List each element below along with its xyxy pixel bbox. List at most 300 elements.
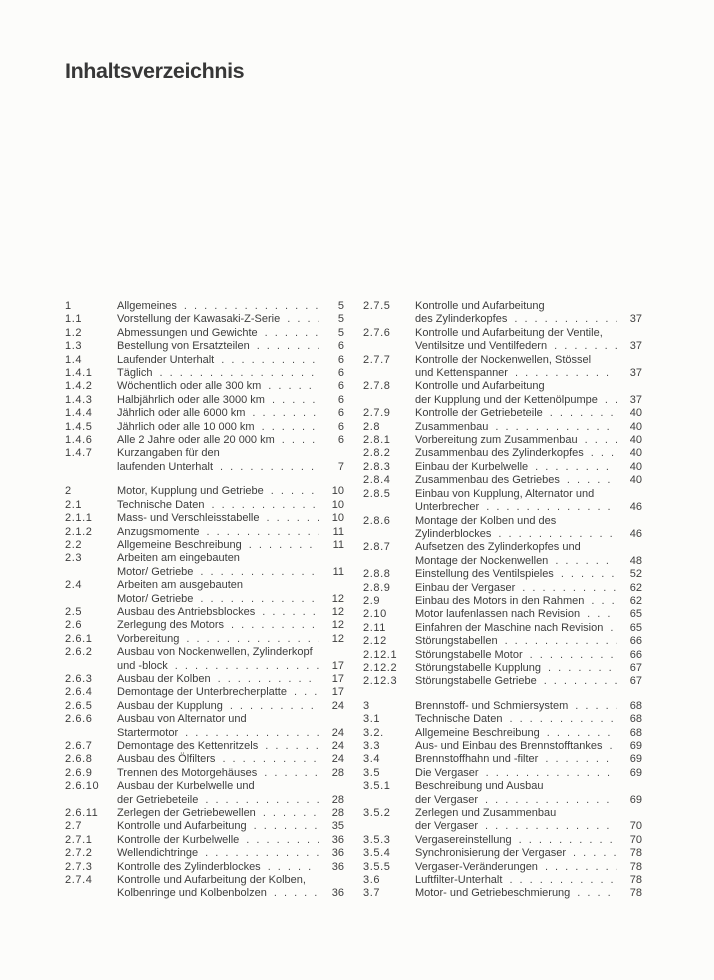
toc-entry-line [415,767,642,780]
toc-entry-title: Zerlegung des Motors [117,619,224,632]
toc-entry-title: Zerlegen und Zusammenbau [415,807,557,820]
toc-entry-page: 12 [331,619,344,632]
toc-entry-title: Luftfilter-Unterhalt [415,874,503,887]
toc-column-right [363,300,642,901]
toc-entry-line [415,675,642,688]
dot-leader [255,606,319,619]
toc-entry [65,646,344,673]
toc-entry-title-continued: der Getriebeteile [117,793,199,806]
toc-entry-page: 11 [332,525,344,538]
toc-entry-title: Beschreibung und Ausbau [415,780,544,793]
toc-entry-body [415,622,642,635]
dot-leader [598,394,617,407]
toc-entry [65,313,344,326]
toc-entry-number: 1.4 [65,353,83,366]
dot-leader [568,700,617,713]
toc-entry-title: Vergasereinstellung [415,833,512,846]
dot-leader [566,847,617,860]
toc-entry-title: Einfahren der Maschine nach Revision [415,621,604,634]
toc-entry-number: 1.4.2 [65,380,93,393]
toc-entry [65,847,344,860]
toc-entry-body [117,820,344,833]
toc-entry-body [117,767,344,780]
toc-entry-body [415,380,642,407]
toc-entry-body [415,327,642,354]
dot-leader [223,700,319,713]
toc-entry-title-continued: und -block [117,659,168,672]
toc-entry-body [117,327,344,340]
toc-entry-line [415,834,642,847]
toc-entry-body [117,780,344,807]
toc-entry-page: 6 [337,407,344,420]
dot-leader [193,593,319,606]
toc-entry-page: 70 [629,833,642,846]
toc-entry-line [415,794,642,807]
toc-entry-page: 6 [337,420,344,433]
toc-entry [65,820,344,833]
dot-leader [478,820,617,833]
toc-entry-body [117,834,344,847]
toc-entry [363,807,642,834]
toc-entry-number: 1.4.1 [65,367,93,380]
toc-entry-page: 28 [331,793,344,806]
toc-entry [363,515,642,542]
toc-entry [65,407,344,420]
toc-entry [363,753,642,766]
toc-entry-number: 2.8.1 [363,434,391,447]
toc-entry-title: Zusammenbau des Getriebes [415,474,560,487]
toc-entry-body [415,515,642,542]
toc-entry-title: Zusammenbau [415,420,489,433]
toc-entry [363,887,642,900]
toc-entry-page: 12 [331,605,344,618]
toc-entry-title: Die Vergaser [415,766,479,779]
dot-leader [502,713,617,726]
toc-entry-body [117,579,344,606]
toc-entry-line [415,434,642,447]
toc-entry-number: 2.6.2 [65,646,93,659]
dot-leader [214,354,319,367]
toc-entry-title: Täglich [117,367,153,380]
toc-entry-line [117,327,344,340]
toc-entry-number: 2.12 [363,635,387,648]
toc-entry-line [117,354,344,367]
toc-entry-body [415,847,642,860]
toc-entry-page: 37 [629,367,642,380]
toc-entry-number: 2.8.4 [363,474,391,487]
toc-entry-body [415,354,642,381]
dot-leader [508,367,617,380]
toc-entry-body [415,700,642,713]
toc-entry-line [415,595,642,608]
toc-entry [363,727,642,740]
toc-entry-line [117,834,344,847]
toc-entry [65,512,344,525]
toc-entry-title: Allgemeine Beschreibung [415,726,540,739]
dot-leader [578,434,617,447]
toc-entry [65,874,344,901]
toc-entry [65,606,344,619]
toc-entry-page: 40 [629,407,642,420]
toc-entry-page: 6 [337,380,344,393]
dot-leader [479,501,617,514]
toc-entry-title: Ausbau des Ölfilters [117,753,216,766]
toc-entry-title-continued: laufenden Unterhalt [117,460,214,473]
toc-entry-line [117,633,344,646]
toc-entry [363,488,642,515]
dot-leader [538,861,617,874]
toc-entry-line [117,526,344,539]
toc-entry-title: Einbau der Kurbelwelle [415,460,529,473]
toc-entry-title: Vergaser-Veränderungen [415,860,538,873]
toc-entry-line [117,421,344,434]
toc-entry-line [415,447,642,460]
toc-entry-line [117,686,344,699]
toc-entry-title: Ausbau von Nockenwellen, Zylinderkopf [117,646,313,659]
toc-entry-line [415,753,642,766]
toc-entry-body [117,646,344,673]
toc-entry-number: 1 [65,300,72,312]
toc-entry-page: 36 [331,833,344,846]
toc-entry-line [415,501,642,514]
toc-entry-title-continued: Motor/ Getriebe [117,565,194,578]
toc-entry-line [117,847,344,860]
toc-entry-number: 3.5 [363,766,381,779]
dot-leader [265,394,319,407]
toc-entry [363,874,642,887]
toc-entry-title-continued: Zylinderblockes [415,527,492,540]
dot-leader [543,407,617,420]
dot-leader [267,887,319,900]
toc-entry-line [415,861,642,874]
dot-leader [488,421,617,434]
toc-entry-body [117,407,344,420]
dot-leader [198,847,319,860]
toc-entry-title-continued: Montage der Nockenwellen [415,554,549,567]
toc-entry-line [117,300,344,313]
toc-entry-body [117,300,344,313]
toc-entry-number: 2.7.5 [363,300,391,312]
toc-entry-body [117,354,344,367]
toc-entry-page: 10 [331,512,344,525]
toc-entry-line [117,753,344,766]
toc-entry [363,662,642,675]
toc-entry-title-continued: der Kupplung und der Kettenölpumpe [415,393,598,406]
dot-leader [178,727,319,740]
toc-entry-line [117,407,344,420]
toc-entry-title: Arbeiten am eingebauten [117,552,240,565]
toc-entry-page: 69 [629,753,642,766]
toc-entry [65,354,344,367]
toc-entry-line [117,660,344,673]
toc-entry-title: Kontrolle der Nockenwellen, Stössel [415,353,592,366]
toc-entry-number: 2.8.6 [363,514,391,527]
dot-leader [198,794,319,807]
dot-leader [255,421,319,434]
toc-entry-number: 2 [65,485,72,498]
toc-entry-page: 62 [629,581,642,594]
toc-entry-body [117,552,344,579]
toc-entry-title: Kontrolle des Zylinderblockes [117,860,261,873]
toc-entry-number: 2.6 [65,619,83,632]
toc-entry-body [415,434,642,447]
dot-leader [179,633,319,646]
toc-entry-line [415,394,642,407]
toc-entry-title: Störungstabellen [415,635,498,648]
toc-entry-number: 2.4 [65,579,83,592]
toc-entry-number: 3.7 [363,887,381,900]
toc-entry-page: 36 [331,887,344,900]
toc-entry-page: 68 [629,726,642,739]
toc-entry-line [415,582,642,595]
toc-entry-number: 2.6.6 [65,713,93,726]
toc-entry [65,780,344,807]
toc-entry-title: Ausbau des Antriebsblockes [117,605,256,618]
toc-entry [363,700,642,713]
toc-entry-body [117,633,344,646]
toc-entry-number: 2.7.9 [363,407,391,420]
dot-leader [257,767,319,780]
toc-entry-title: Einbau der Vergaser [415,581,516,594]
toc-entry-title: Jährlich oder alle 6000 km [117,407,246,420]
toc-entry-body [415,861,642,874]
toc-entry [65,300,344,313]
toc-entry-title: Allgemeines [117,300,177,312]
toc-entry-page: 69 [629,793,642,806]
toc-entry-line [415,622,642,635]
dot-leader [152,367,319,380]
toc-entry-body [415,662,642,675]
toc-entry-title: Ausbau der Kurbelwelle und [117,780,255,793]
toc-entry-body [117,499,344,512]
toc-entry-body [117,713,344,740]
toc-entry-page: 12 [331,632,344,645]
toc-entry-line [415,340,642,353]
toc-entry-body [117,539,344,552]
toc-entry-line [415,474,642,487]
dot-leader [211,673,319,686]
toc-entry-number: 2.2 [65,538,83,551]
toc-entry-number: 3.4 [363,753,381,766]
toc-entry-body [117,874,344,901]
toc-entry-number: 3 [363,699,370,712]
toc-entry-body [117,434,344,447]
toc-entry-body [415,474,642,487]
toc-entry [65,633,344,646]
toc-entry-title: Zusammenbau des Zylinderkopfes [415,447,584,460]
toc-entry-page: 78 [629,887,642,900]
toc-entry-number: 1.4.3 [65,393,93,406]
toc-entry [363,327,642,354]
toc-entry-title: Zerlegen der Getriebewellen [117,807,256,820]
toc-entry-page: 28 [331,766,344,779]
toc-entry-number: 2.1.1 [65,512,93,525]
toc-entry-line [117,740,344,753]
toc-entry-body [415,753,642,766]
toc-entry [363,300,642,327]
dot-leader [478,794,617,807]
toc-entry-body [117,340,344,353]
toc-entry [363,447,642,460]
toc-entry-page: 24 [331,753,344,766]
toc-entry-line [117,673,344,686]
toc-entry-page: 11 [332,565,344,578]
toc-entry-page: 11 [332,538,344,551]
toc-entry-number: 1.2 [65,326,83,339]
dot-leader [264,485,319,498]
toc-entry-page: 12 [331,592,344,605]
toc-entry [65,380,344,393]
toc-entry-body [415,834,642,847]
toc-entry-number: 2.6.4 [65,686,93,699]
toc-entry-title-continued: und Kettenspanner [415,367,508,380]
toc-entry-number: 2.8.8 [363,568,391,581]
toc-entry-line [117,727,344,740]
toc-entry-line [415,407,642,420]
toc-entry-body [415,582,642,595]
toc-entry-page: 37 [629,393,642,406]
dot-leader [554,568,617,581]
toc-entry-body [415,421,642,434]
toc-entry-line [117,794,344,807]
dot-leader [259,512,319,525]
toc-entry-body [117,740,344,753]
toc-entry [65,394,344,407]
toc-entry-body [415,780,642,807]
toc-entry-line [415,313,642,326]
toc-entry-number: 2.12.3 [363,675,398,688]
toc-entry-line [415,649,642,662]
toc-entry-title: Motor- und Getriebeschmierung [415,887,571,900]
dot-leader [250,340,319,353]
toc-entry [363,407,642,420]
toc-entry-line [117,461,344,474]
toc-entry-line [117,820,344,833]
toc-entry-number: 2.7 [65,820,83,833]
dot-leader [204,499,319,512]
toc-entry [65,753,344,766]
dot-leader [168,660,319,673]
toc-entry-body [117,673,344,686]
toc-entry-title-continued: Unterbrecher [415,501,480,514]
toc-entry-page: 65 [629,608,642,621]
toc-entry-line [117,566,344,579]
dot-leader [256,807,319,820]
toc-entry-body [117,686,344,699]
toc-entry-title: Technische Daten [415,713,503,726]
toc-entry-page: 78 [629,847,642,860]
toc-entry-title: Kurzangaben für den [117,447,220,460]
toc-entry-title: Kontrolle und Aufarbeitung der Kolben, [117,874,306,887]
toc-entry-body [117,447,344,474]
dot-leader [523,649,617,662]
toc-entry-title: Trennen des Motorgehäuses [117,766,258,779]
toc-entry-page: 46 [629,501,642,514]
toc-entry-number: 2.6.10 [65,780,100,793]
toc-entry-line [415,847,642,860]
toc-entry-page: 66 [629,635,642,648]
dot-leader [224,619,319,632]
toc-entry-page: 78 [629,874,642,887]
toc-entry-body [415,767,642,780]
toc-entry-number: 2.7.4 [65,874,93,887]
toc-entry-page: 24 [331,699,344,712]
toc-entry-body [415,649,642,662]
toc-entry-page: 68 [629,699,642,712]
toc-entry-number: 2.7.6 [363,326,391,339]
toc-entry-title-continued: Startermotor [117,726,179,739]
toc-entry-page: 6 [337,367,344,380]
toc-entry-title: Mass- und Verschleisstabelle [117,512,260,525]
toc-entry [363,474,642,487]
toc-entry-line [117,606,344,619]
toc-entry-title: Motor laufenlassen nach Revision [415,608,581,621]
dot-leader [242,539,319,552]
toc-entry-title: Kontrolle und Aufarbeitung der Ventile, [415,326,603,339]
toc-entry-number: 1.3 [65,340,83,353]
toc-entry-number: 2.7.7 [363,353,391,366]
toc-entry-body [415,713,642,726]
toc-entry-line [117,499,344,512]
toc-entry-title-continued: Motor/ Getriebe [117,592,194,605]
toc-entry [363,780,642,807]
toc-entry-body [117,807,344,820]
toc-entry-page: 62 [629,594,642,607]
toc-entry-title: Einstellung des Ventilspieles [415,568,554,581]
toc-entry-page: 68 [629,713,642,726]
toc-entry-number: 3.5.1 [363,780,391,793]
toc-entry-body [415,595,642,608]
toc-entry-number: 2.6.8 [65,753,93,766]
dot-leader [580,608,617,621]
toc-entry-line [117,394,344,407]
toc-entry-line [117,313,344,326]
toc-entry-title: Halbjährlich oder alle 3000 km [117,393,265,406]
toc-entry-page: 35 [331,820,344,833]
toc-entry-page: 67 [629,661,642,674]
toc-entry [65,767,344,780]
toc-entry-title: Technische Daten [117,498,205,511]
dot-leader [541,662,617,675]
dot-leader [247,820,319,833]
toc-column-left [65,300,344,901]
toc-entry-page: 36 [331,860,344,873]
toc-entry-body [117,861,344,874]
toc-entry-title-continued: Ventilsitze und Ventilfedern [415,340,548,353]
dot-leader [538,753,617,766]
toc-entry-body [415,887,642,900]
toc-entry-page: 40 [629,420,642,433]
dot-leader [245,407,319,420]
toc-entry-body [117,313,344,326]
toc-entry-body [415,635,642,648]
toc-entry-number: 2.1.2 [65,525,93,538]
toc-entry-title: Wöchentlich oder alle 300 km [117,380,262,393]
dot-leader [239,834,319,847]
toc-entry-page: 17 [331,672,344,685]
toc-entry-title: Kontrolle und Aufarbeitung [117,820,247,833]
toc-entry-page: 66 [629,648,642,661]
toc-entry-number: 2.7.2 [65,847,93,860]
toc-entry [65,740,344,753]
toc-entry-number: 1.4.6 [65,434,93,447]
toc-entry-number: 2.12.2 [363,661,398,674]
toc-entry-number: 2.3 [65,552,83,565]
toc-entry-body [415,807,642,834]
toc-entry [363,380,642,407]
toc-entry-title: Einbau von Kupplung, Alternator und [415,487,595,500]
dot-leader [584,595,617,608]
